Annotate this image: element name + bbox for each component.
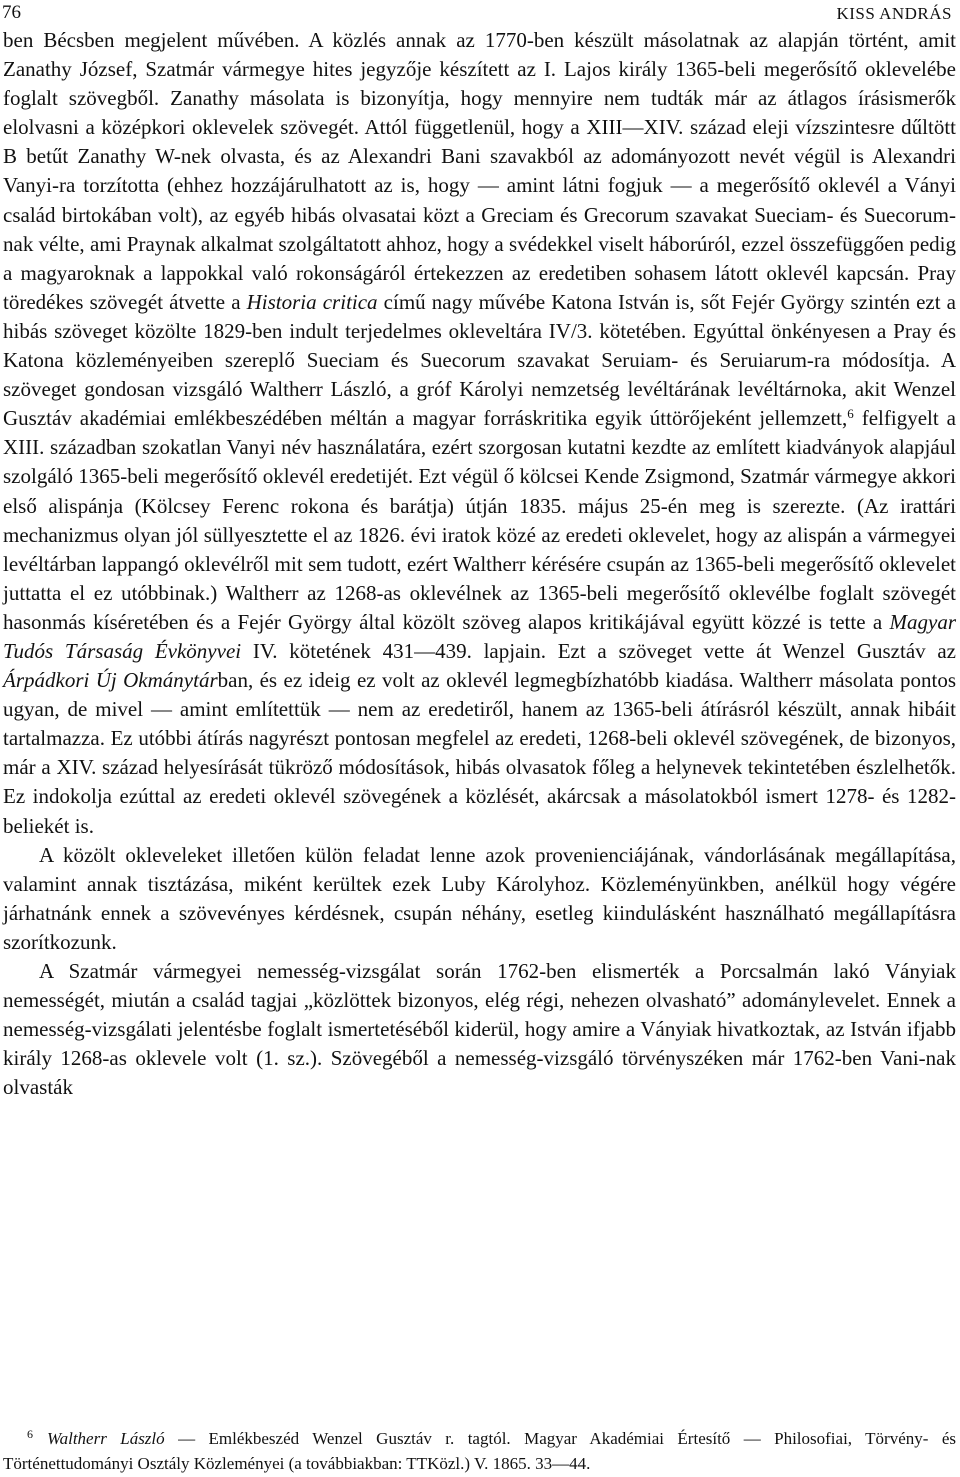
footnote-text	[3, 1429, 956, 1473]
paragraph	[3, 957, 956, 1102]
text-run: A közölt okleveleket illetően külön feladat lenne azok provenienciájának, vándorlásának megállapítása, valamint annak tisztázása, miként kerültek ezek Luby Károlyhoz. Közleményünkben, anélkül hogy végére járhatnánk ennek a szövevényes kérdésnek, csupán néhány, esetleg kiindulásként használható megállapításra szorítkozunk.	[3, 842, 956, 954]
text-run: ben Bécsben megjelent művében. A közlés annak az 1770-ben készült másolatnak az alapján történt, amit Zanathy József, Szatmár vármegye hites jegyzője készített az I. Lajos király 1365-beli megerősítő oklevelébe foglalt szövegből. Zanathy másolata is bizonyítja, hogy mennyire nem tudták már az átlagos írásismerők elolvasni a középkori oklevelek szövegét. Attól függetlenül, hogy a XIII—XIV. század eleji vízszintesre dűltött B betűt Zanathy W-nek olvasta, és az Alexandri Bani szavakból az adományozott nevét végül is Alexandri Vanyi-ra torzította (ehhez hozzájárulhatott az is, hogy — amint látni fogjuk — a megerősítő oklevél a Ványi család birtokában volt), az egyéb hibás olvasatai közt a Greciam és Grecorum szavakat Sueciam- és Suecorum-nak vélte, ami Praynak alkalmat szolgáltatott ahhoz, hogy a svédekkel viselt háborúról, ezzel összefüggően pedig a magyaroknak a lappokkal való rokonságáról értekezzen az eredetiben sohasem látott oklevél kapcsán. Pray töredékes szövegét átvette a	[3, 28, 956, 314]
text-run: című nagy művébe Katona István is, sőt Fejér György szintén ezt a hibás szöveget közölte 1829-ben indult terjedelmes okleveltára IV/3. kötetében. Egyúttal önkényesen a Pray és Katona közleményeiben szereplő Sueciam és Suecorum szavakat Seruiam- és Seruiarum-ra módosítja. A szöveget gondosan vizsgáló Waltherr László, a gróf Károlyi nemzetség levéltárának levéltárnoka, akit Wenzel Gusztáv akadémiai emlékbeszédében méltán a magyar forráskritika egyik úttörőjeként jellemzett,	[3, 289, 956, 431]
italic-title: Árpádkori Új Okmánytár	[3, 668, 218, 693]
italic-title: Magyar Tudós Társaság Évkönyvei	[3, 609, 956, 663]
paragraph	[3, 26, 956, 841]
footnote-reference: 6	[847, 406, 854, 422]
footnote	[3, 1426, 956, 1476]
footnote-mark: 6	[27, 1427, 33, 1441]
running-head: KISS ANDRÁS	[836, 4, 952, 23]
body-text	[3, 26, 956, 1102]
paragraph	[3, 841, 956, 957]
text-run: A Szatmár vármegyei nemesség-vizsgálat során 1762-ben elismerték a Porcsalmán lakó Ványiak nemességét, miután a család tagjai „közlöttek bizonyos, elég régi, nehezen olvasható” adománylevelet. Ennek a nemesség-vizsgálati jelentésbe foglalt ismertetéséből kiderül, hogy amire a Ványiak hivatkoztak, az István ifjabb király 1268-as oklevele volt (1. sz.). Szövegéből a nemesség-vizsgáló törvényszéken már 1762-ben Vani-nak olvasták	[3, 959, 956, 1100]
italic-title: Historia critica	[246, 289, 378, 314]
text-run: IV. kötetének 431—439. lapjain. Ezt a szöveget vette át Wenzel Gusztáv az	[241, 638, 957, 663]
text-run: ban, és ez ideig ez volt az oklevél legmegbízhatóbb kiadása. Waltherr másolata pontos ugyan, de mivel — amint említettük — nem az eredetiről, hanem az 1365-beli átírásról készült, annak hibáit tartalmazza. Ez utóbbi átírás nagyrészt pontosan megfelel az eredeti, 1268-beli oklevél szövegének, de bizonyos, már a XIV. század helyesírását tükröző módosítások, hibás olvasatok főleg a helynevek tekintetében észlelhetők. Ez indokolja ezúttal az eredeti oklevél szövegének a közlését, akárcsak a másolatokból ismert 1278- és 1282-beliekét is.	[3, 668, 956, 838]
italic-title: Waltherr László	[47, 1429, 165, 1448]
text-run: — Emlékbeszéd Wenzel Gusztáv r. tagtól. Magyar Akadémiai Értesítő — Philosofiai, Törvény- és Történettudományi Osztály Közleményei (a továbbiakban: TTKözl.) V. 1865. 33—44.	[3, 1429, 956, 1473]
text-run: felfigyelt a XIII. században szokatlan Vanyi név használatára, ezért szorgosan kutatni kezdte az említett kiadványok alapjául szolgáló 1365-beli megerősítő oklevél eredetijét. Ezt végül ő kölcsei Kende Zsigmond, Szatmár vármegye akkori első alispánja (Kölcsey Ferenc rokona és barátja) útján 1835. május 25-én meg is szerezte. (Az irattári mechanizmus olyan jól süllyesztette el az 1826. évi iratok közé az eredeti oklevelet, hogy az alispán a vármegyei levéltárban lappangó oklevélről mit sem tudott, ezért Waltherr kérésére csupán az 1365-beli megerősítő oklevelet juttatta el ez utóbbinak.) Waltherr az 1268-as oklevélnek az 1365-beli megerősítő oklevélbe foglalt szövegét hasonmás kíséretében és a Fejér György által közölt szöveg alapos kritikájával együtt közzé is tette a	[3, 406, 956, 634]
page-header	[2, 2, 952, 26]
page-number: 76	[2, 2, 21, 23]
